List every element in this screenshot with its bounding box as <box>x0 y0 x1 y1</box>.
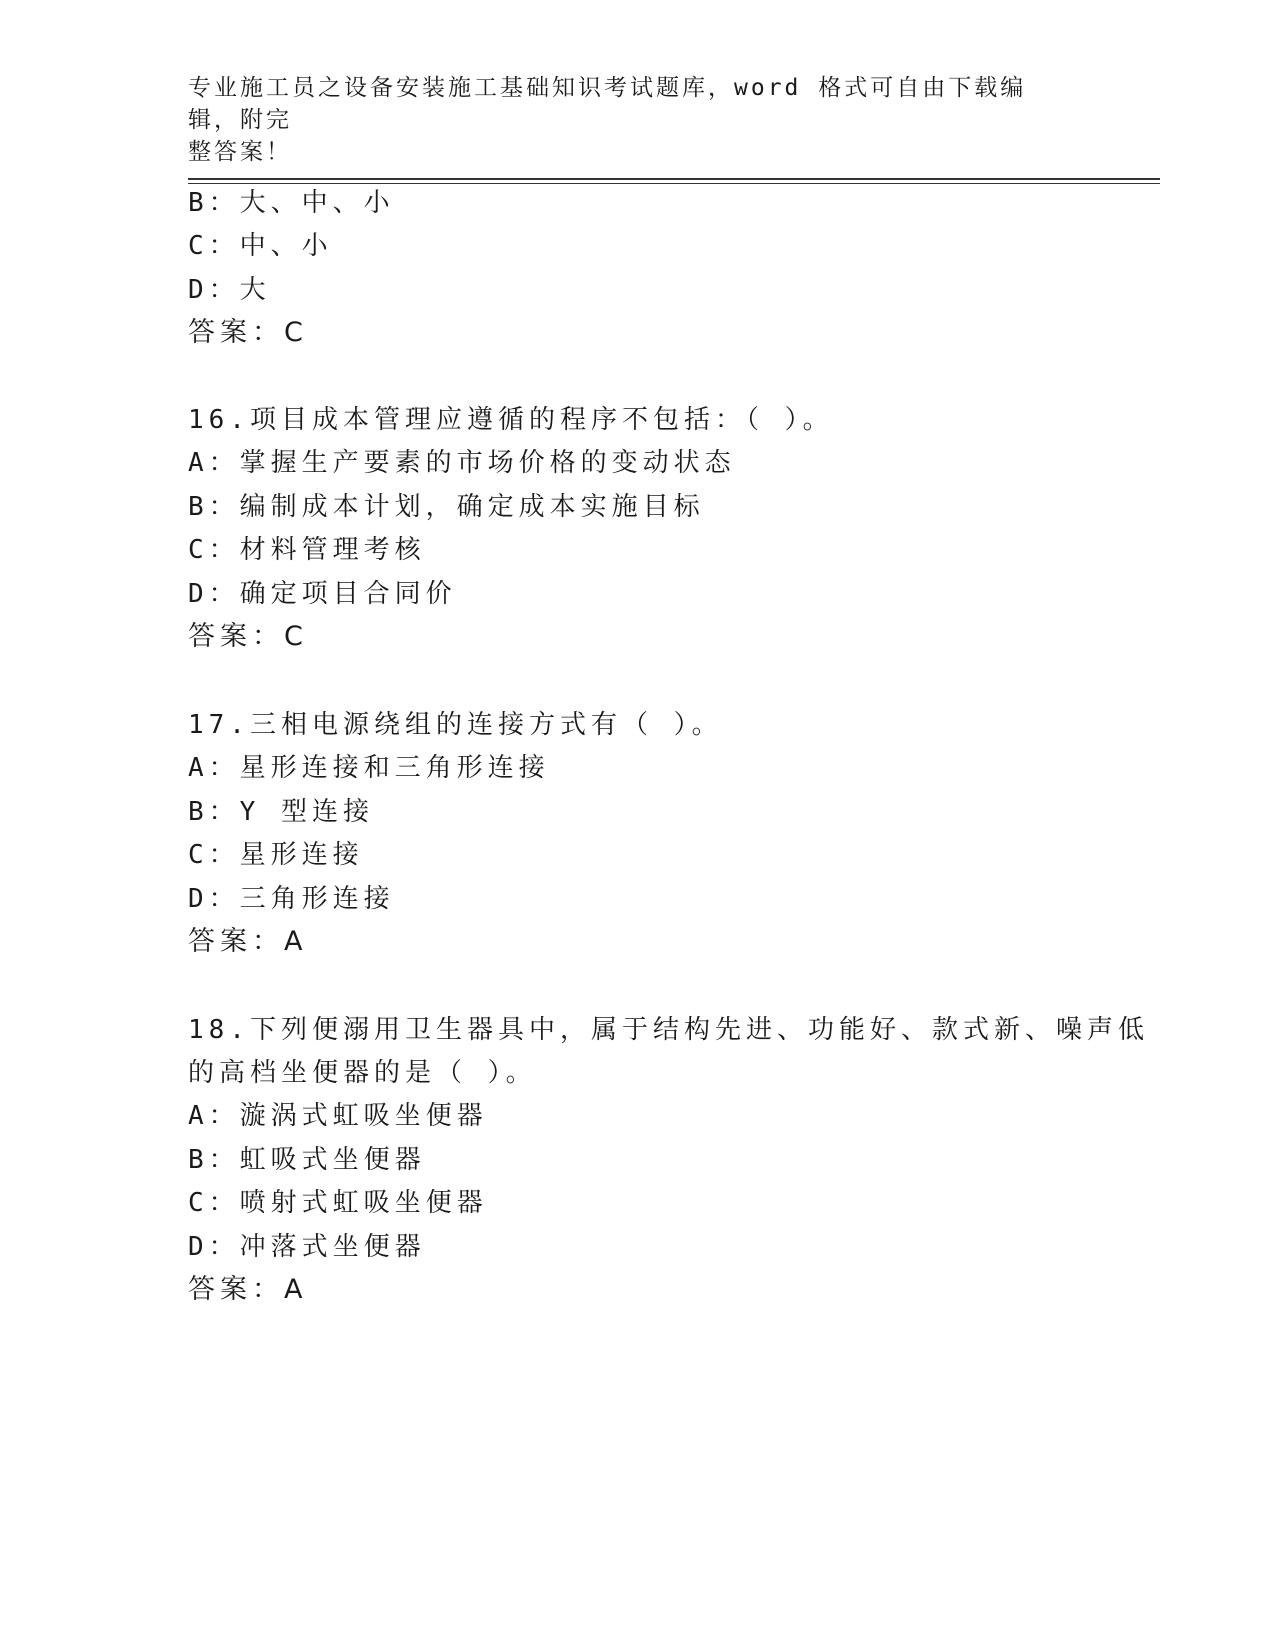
q16-option-b: B：编制成本计划，确定成本实施目标 <box>188 492 705 522</box>
q18-option-c: C：喷射式虹吸坐便器 <box>188 1188 488 1218</box>
header-line-2: 整答案！ <box>188 139 292 165</box>
q15-option-b: B：大、中、小 <box>188 188 395 218</box>
q18-answer: 答案：A <box>188 1274 308 1305</box>
q17-answer: 答案：A <box>188 926 308 957</box>
q16-option-a: A：掌握生产要素的市场价格的变动状态 <box>188 448 736 478</box>
q16-option-c: C：材料管理考核 <box>188 535 426 565</box>
q17-option-c: C：星形连接 <box>188 840 364 870</box>
header-line-1: 专业施工员之设备安装施工基础知识考试题库，word 格式可自由下载编辑，附完 <box>188 75 1027 133</box>
q16-option-d: D：确定项目合同价 <box>188 579 457 609</box>
q16-question: 16.项目成本管理应遵循的程序不包括：（ ）。 <box>188 405 834 435</box>
q17-option-a: A：星形连接和三角形连接 <box>188 753 550 783</box>
q18-option-b: B：虹吸式坐便器 <box>188 1145 426 1175</box>
q15-option-d: D：大 <box>188 275 271 305</box>
q18-option-d: D：冲落式坐便器 <box>188 1232 426 1262</box>
q17-option-b: B：Y 型连接 <box>188 797 374 827</box>
document-header <box>188 72 1068 168</box>
q15-answer: 答案：C <box>188 317 308 348</box>
q17-question: 17.三相电源绕组的连接方式有（ ）。 <box>188 710 723 740</box>
q16-answer: 答案：C <box>188 621 308 652</box>
q15-option-c: C：中、小 <box>188 231 333 261</box>
q18-question-line-1: 18.下列便溺用卫生器具中，属于结构先进、功能好、款式新、噪声低 <box>188 1015 1149 1045</box>
q18-question-line-2: 的高档坐便器的是（ ）。 <box>188 1058 537 1088</box>
header-divider-thin <box>188 183 1160 184</box>
q18-option-a: A：漩涡式虹吸坐便器 <box>188 1101 488 1131</box>
header-divider-thick <box>188 178 1160 180</box>
q17-option-d: D：三角形连接 <box>188 884 395 914</box>
